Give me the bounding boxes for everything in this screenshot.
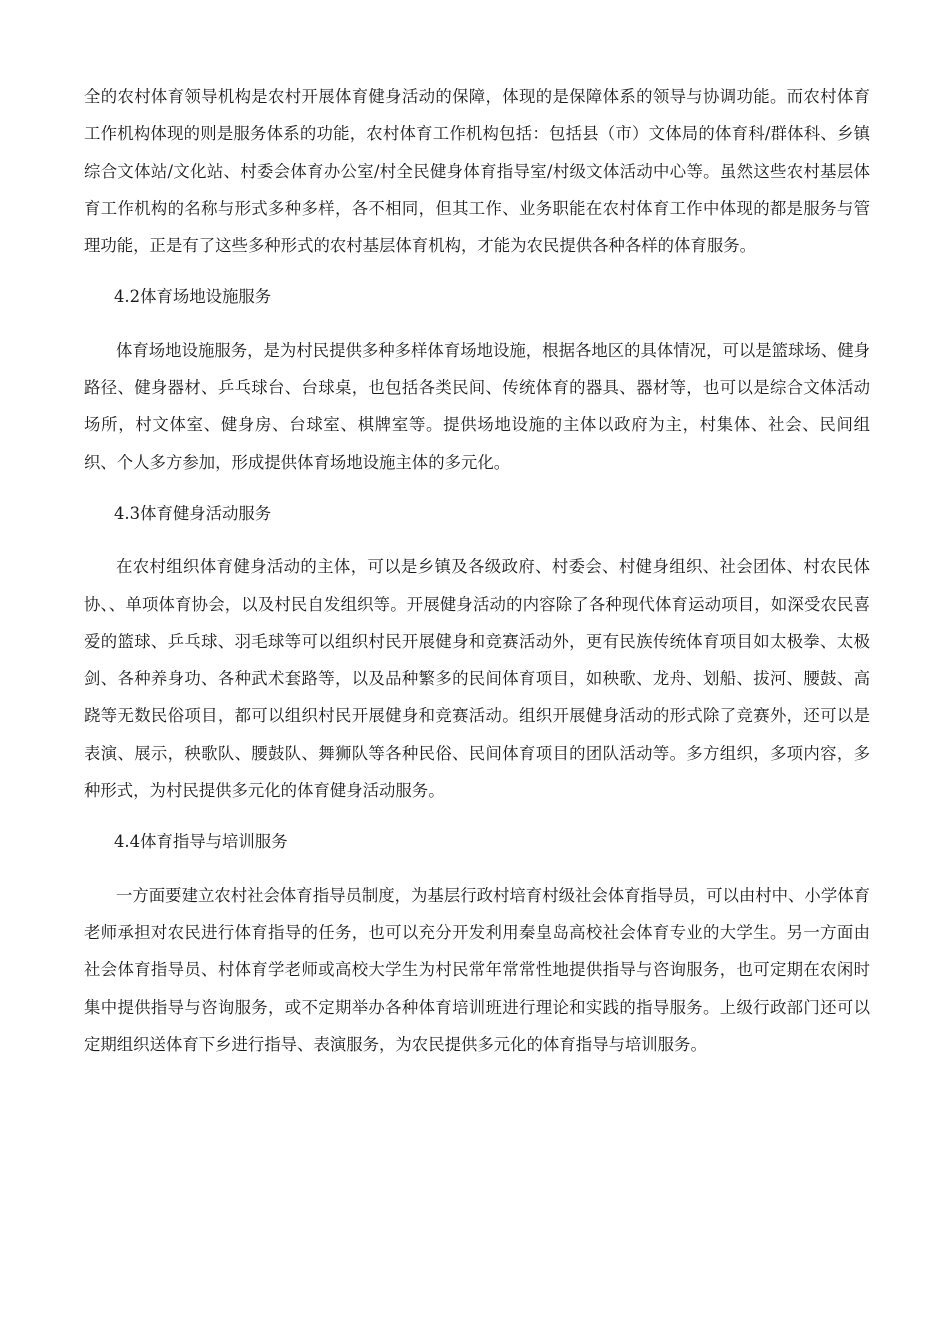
- paragraph-facilities: 体育场地设施服务，是为村民提供多种多样体育场地设施，根据各地区的具体情况，可以是篮球场、健身路径、健身器材、乒乓球台、台球桌，也包括各类民间、传统体育的器具、器材等，也可以是综合文体活动场所，村文体室、健身房、台球室、棋牌室等。提供场地设施的主体以政府为主，村集体、社会、民间组织、个人多方参加，形成提供体育场地设施主体的多元化。: [84, 340, 870, 472]
- section-heading-4-3: 4.3体育健身活动服务: [114, 503, 272, 523]
- document-page: [84, 78, 870, 1063]
- paragraph-guidance: 一方面要建立农村社会体育指导员制度，为基层行政村培育村级社会体育指导员，可以由村中、小学体育老师承担对农民进行体育指导的任务，也可以充分开发利用秦皇岛高校社会体育专业的大学生。另一方面由社会体育指导员、村体育学老师或高校大学生为村民常年常常性地提供指导与咨询服务，也可定期在农闲时集中提供指导与咨询服务，或不定期举办各种体育培训班进行理论和实践的指导服务。上级行政部门还可以定期组织送体育下乡进行指导、表演服务，为农民提供多元化的体育指导与培训服务。: [84, 885, 870, 1054]
- paragraph-activities: 在农村组织体育健身活动的主体，可以是乡镇及各级政府、村委会、村健身组织、社会团体、村农民体协、、单项体育协会，以及村民自发组织等。开展健身活动的内容除了各种现代体育运动项目，如深受农民喜爱的篮球、乒乓球、羽毛球等可以组织村民开展健身和竞赛活动外，更有民族传统体育项目如太极拳、太极剑、各种养身功、各种武术套路等，以及品种繁多的民间体育项目，如秧歌、龙舟、划船、拔河、腰鼓、高跷等无数民俗项目，都可以组织村民开展健身和竞赛活动。组织开展健身活动的形式除了竞赛外，还可以是表演、展示，秧歌队、腰鼓队、舞狮队等各种民俗、民间体育项目的团队活动等。多方组织，多项内容，多种形式，为村民提供多元化的体育健身活动服务。: [84, 557, 870, 801]
- section-heading-4-2: 4.2体育场地设施服务: [114, 287, 272, 307]
- spacer: [84, 809, 870, 823]
- spacer: [84, 264, 870, 278]
- spacer: [84, 481, 870, 495]
- spacer: [84, 316, 870, 332]
- spacer: [84, 861, 870, 877]
- paragraph-organizations: 全的农村体育领导机构是农村开展体育健身活动的保障，体现的是保障体系的领导与协调功能。而农村体育工作机构体现的则是服务体系的功能，农村体育工作机构包括：包括县（市）文体局的体育科/群体科、乡镇综合文体站/文化站、村委会体育办公室/村全民健身体育指导室/村级文体活动中心等。虽然这些农村基层体育工作机构的名称与形式多种多样，各不相同，但其工作、业务职能在农村体育工作中体现的都是服务与管理功能，正是有了这些多种形式的农村基层体育机构，才能为农民提供各种各样的体育服务。: [84, 87, 870, 256]
- section-heading-4-4: 4.4体育指导与培训服务: [114, 832, 288, 852]
- spacer: [84, 532, 870, 548]
